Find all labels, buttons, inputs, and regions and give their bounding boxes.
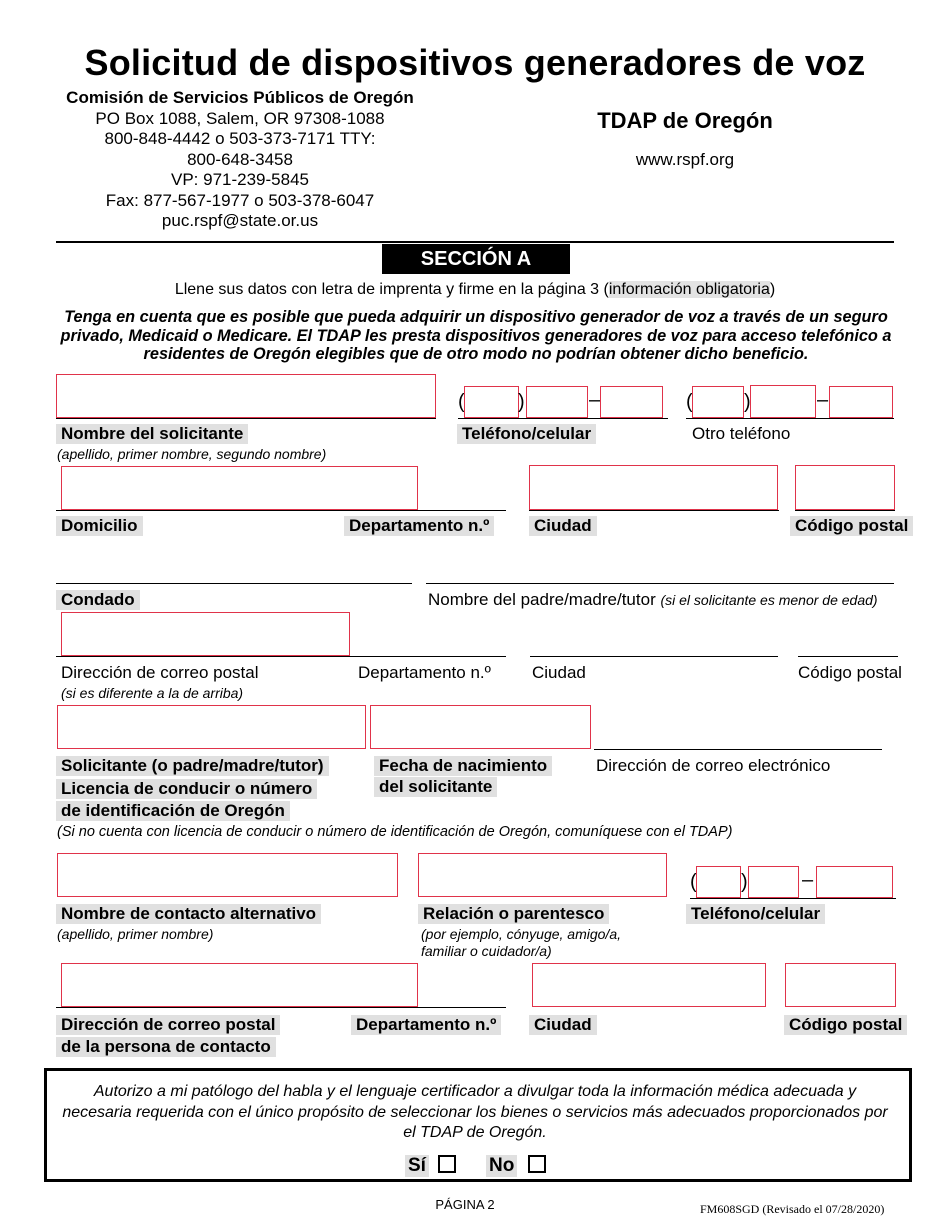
phone-line-input[interactable] [600, 386, 663, 418]
city-input[interactable] [529, 465, 778, 510]
email-label: Dirección de correo electrónico [596, 756, 831, 775]
apt-label: Departamento n.º [344, 516, 494, 536]
alt-phone-line-input[interactable] [816, 866, 893, 898]
mailing-address-input[interactable] [61, 612, 350, 656]
dash: – [589, 389, 601, 411]
org-email[interactable]: puc.rspf@state.or.us [161, 211, 319, 230]
relationship-hint-1: (por ejemplo, cónyuge, amigo/a, [421, 926, 621, 942]
relationship-label: Relación o parentesco [418, 904, 609, 924]
relationship-hint-2: familiar o cuidador/a) [421, 943, 552, 959]
paren-open-3: ( [690, 871, 697, 893]
notice-text: Tenga en cuenta que es posible que pueda adquirir un dispositivo generador de voz a través de un seguro privado, Medicaid o Medicare. El TDAP les presta dispositivos generadores de voz para acceso telefónico a residentes de Oregón elegibles que de otro modo no podrían obtener dicho beneficio. [60, 308, 892, 363]
phone-cell-label: Teléfono/celular [457, 424, 596, 444]
org-phone-1: 800-848-4442 o 503-373-7171 TTY: [104, 129, 376, 148]
yes-label: Sí [405, 1155, 429, 1177]
zip-line [795, 510, 895, 511]
home-address-line [56, 510, 506, 511]
other-phone-area-input[interactable] [692, 386, 744, 418]
city-label: Ciudad [529, 516, 597, 536]
instructions-suffix: ) [769, 281, 776, 298]
license-note: (Si no cuenta con licencia de conducir o número de identificación de Oregón, comuníquese con el TDAP) [57, 824, 733, 840]
no-label: No [486, 1155, 517, 1177]
paren-close: ) [518, 391, 525, 413]
mailing-zip-label: Código postal [798, 663, 902, 682]
email-line[interactable] [594, 749, 882, 750]
guardian-hint: (si el solicitante es menor de edad) [660, 592, 878, 608]
home-address-label: Domicilio [56, 516, 143, 536]
guardian-label [428, 590, 878, 610]
home-address-input[interactable] [61, 466, 418, 510]
section-a-label: SECCIÓN A [382, 244, 570, 274]
form-id: FM608SGD (Revisado el 07/28/2020) [700, 1202, 885, 1216]
alt-contact-name-input[interactable] [57, 853, 398, 897]
paren-close-2: ) [744, 391, 751, 413]
contact-city-input[interactable] [532, 963, 766, 1007]
contact-city-label: Ciudad [529, 1015, 597, 1035]
mailing-city-line[interactable] [530, 656, 778, 657]
other-phone-line-input[interactable] [829, 386, 893, 418]
dash-3: – [802, 869, 814, 891]
alt-phone-label: Teléfono/celular [686, 904, 825, 924]
instructions-prefix: Llene sus datos con letra de imprenta y firme en la página 3 ( [174, 281, 609, 298]
applicant-name-line [56, 418, 436, 419]
applicant-name-hint: (apellido, primer nombre, segundo nombre) [57, 446, 327, 462]
contact-mailing-line [56, 1007, 506, 1008]
county-label: Condado [56, 590, 140, 610]
program-name: TDAP de Oregón [597, 108, 773, 133]
guardian-name-text: Nombre del padre/madre/tutor [428, 590, 656, 609]
dash-2: – [817, 389, 829, 411]
alt-phone-area-input[interactable] [696, 866, 741, 898]
phone-prefix-input[interactable] [526, 386, 588, 418]
org-phone-2: 800-648-3458 [187, 149, 293, 169]
program-website[interactable]: www.rspf.org [635, 150, 735, 169]
org-fax: Fax: 877-567-1977 o 503-378-6047 [105, 190, 375, 210]
zip-input[interactable] [795, 465, 895, 510]
org-address: PO Box 1088, Salem, OR 97308-1088 [95, 108, 385, 128]
paren-open-2: ( [686, 391, 693, 413]
license-label-2: Licencia de conducir o número [56, 779, 317, 799]
birth-date-input[interactable] [370, 705, 591, 749]
applicant-name-input[interactable] [56, 374, 436, 418]
mailing-address-label: Dirección de correo postal [61, 663, 259, 682]
header-divider [56, 241, 894, 243]
applicant-name-label: Nombre del solicitante [56, 424, 248, 444]
no-checkbox[interactable] [528, 1155, 546, 1173]
mailing-zip-line[interactable] [798, 656, 898, 657]
contact-mailing-input[interactable] [61, 963, 418, 1007]
contact-apt-label: Departamento n.º [351, 1015, 501, 1035]
contact-zip-label: Código postal [784, 1015, 907, 1035]
alt-phone-line [690, 898, 896, 899]
alt-contact-label: Nombre de contacto alternativo [56, 904, 321, 924]
fill-instructions [0, 281, 950, 299]
mailing-apt-label: Departamento n.º [358, 663, 491, 682]
paren-open: ( [458, 391, 465, 413]
alt-phone-prefix-input[interactable] [748, 866, 799, 898]
form-title: Solicitud de dispositivos generadores de voz [84, 42, 866, 83]
required-info-highlight: información obligatoria [608, 281, 770, 298]
phone-area-code-input[interactable] [464, 386, 519, 418]
org-name: Comisión de Servicios Públicos de Oregón [66, 88, 414, 107]
guardian-line[interactable] [426, 583, 894, 584]
license-label-1: Solicitante (o padre/madre/tutor) [56, 756, 329, 776]
org-contact-block [30, 88, 450, 232]
city-line [529, 510, 779, 511]
authorization-text: Autorizo a mi patólogo del habla y el lenguaje certificador a divulgar toda la información médica adecuada y necesaria requerida con el único propósito de seleccionar los bienes o servicios más adecuados proporcionados por el TDAP de Oregón. [62, 1083, 888, 1141]
phone-line [458, 418, 668, 419]
county-line[interactable] [56, 583, 412, 584]
birth-label-2: del solicitante [374, 777, 497, 797]
contact-zip-input[interactable] [785, 963, 896, 1007]
zip-label: Código postal [790, 516, 913, 536]
org-vp: VP: 971-239-5845 [171, 170, 309, 189]
other-phone-prefix-input[interactable] [750, 385, 816, 418]
alt-contact-hint: (apellido, primer nombre) [57, 926, 214, 942]
other-phone-line [686, 418, 894, 419]
contact-mailing-label-2: de la persona de contacto [56, 1037, 276, 1057]
license-input[interactable] [57, 705, 366, 749]
relationship-input[interactable] [418, 853, 667, 897]
mailing-hint: (si es diferente a la de arriba) [61, 685, 244, 701]
birth-label-1: Fecha de nacimiento [374, 756, 552, 776]
mailing-address-line [56, 656, 506, 657]
paren-close-3: ) [741, 871, 748, 893]
contact-mailing-label-1: Dirección de correo postal [56, 1015, 280, 1035]
page-number: PÁGINA 2 [435, 1197, 495, 1212]
mailing-city-label: Ciudad [532, 663, 586, 682]
license-label-3: de identificación de Oregón [56, 801, 290, 821]
other-phone-label: Otro teléfono [692, 424, 791, 443]
yes-checkbox[interactable] [438, 1155, 456, 1173]
